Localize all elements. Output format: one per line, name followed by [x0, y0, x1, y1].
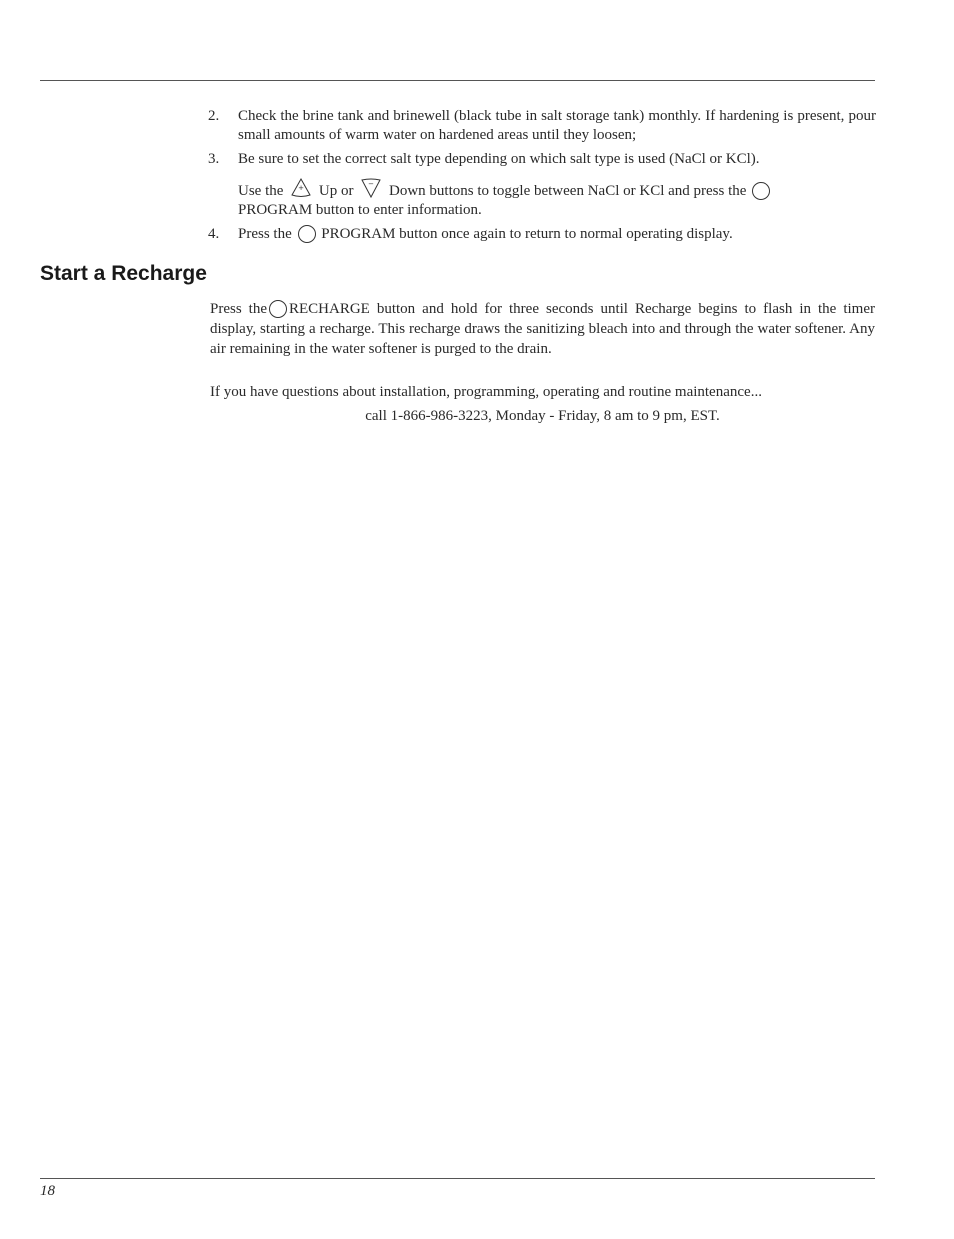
- list-item-2: [208, 107, 876, 145]
- svg-text:−: −: [368, 180, 375, 188]
- recharge-text: RECHARGE button and hold for three seconds until Recharge begins to flash in the timer display, starting a recharge. This recharge draws the sanitizing bleach into and through the water softener. Any air remaining in the water softener is purged to the drain.: [210, 301, 875, 357]
- support-phone-line: call 1-866-986-3223, Monday - Friday, 8 am to 9 pm, EST.: [365, 408, 720, 424]
- down-text: Down buttons to toggle between NaCl or KCl and press the: [388, 183, 747, 199]
- top-rule: [40, 80, 875, 81]
- list-item-3: [208, 150, 876, 220]
- bottom-rule: [40, 1178, 875, 1179]
- round-button-icon: [269, 300, 287, 318]
- step-number: 4.: [208, 226, 220, 242]
- round-button-icon: [752, 182, 770, 200]
- recharge-paragraph: [210, 299, 875, 359]
- press-the-text: Press the: [210, 301, 267, 317]
- questions-paragraph: If you have questions about installation, programming, operating and routine maintenance...: [210, 384, 762, 400]
- step-text: Be sure to set the correct salt type depending on which salt type is used (NaCl or KCl).: [238, 151, 760, 167]
- salt-toggle-instructions: [238, 177, 876, 220]
- step-number: 2.: [208, 108, 220, 124]
- instruction-list: [208, 107, 876, 249]
- section-heading: Start a Recharge: [40, 262, 207, 285]
- step-text: Check the brine tank and brinewell (black tube in salt storage tank) monthly. If hardening is present, pour small amounts of warm water on hardened areas until they loosen;: [238, 108, 876, 143]
- use-the-text: Use the: [238, 183, 284, 199]
- round-button-icon: [298, 225, 316, 243]
- svg-text:+: +: [298, 184, 305, 192]
- step-number: 3.: [208, 151, 220, 167]
- program-return-text: PROGRAM button once again to return to normal operating display.: [321, 226, 733, 242]
- down-triangle-minus-icon: [360, 177, 382, 199]
- list-item-4: [208, 225, 876, 244]
- program-text: PROGRAM button to enter information.: [238, 202, 482, 218]
- up-triangle-plus-icon: [290, 177, 312, 199]
- up-text: Up or: [318, 183, 354, 199]
- press-the-text: Press the: [238, 226, 292, 242]
- page-number: 18: [40, 1183, 55, 1199]
